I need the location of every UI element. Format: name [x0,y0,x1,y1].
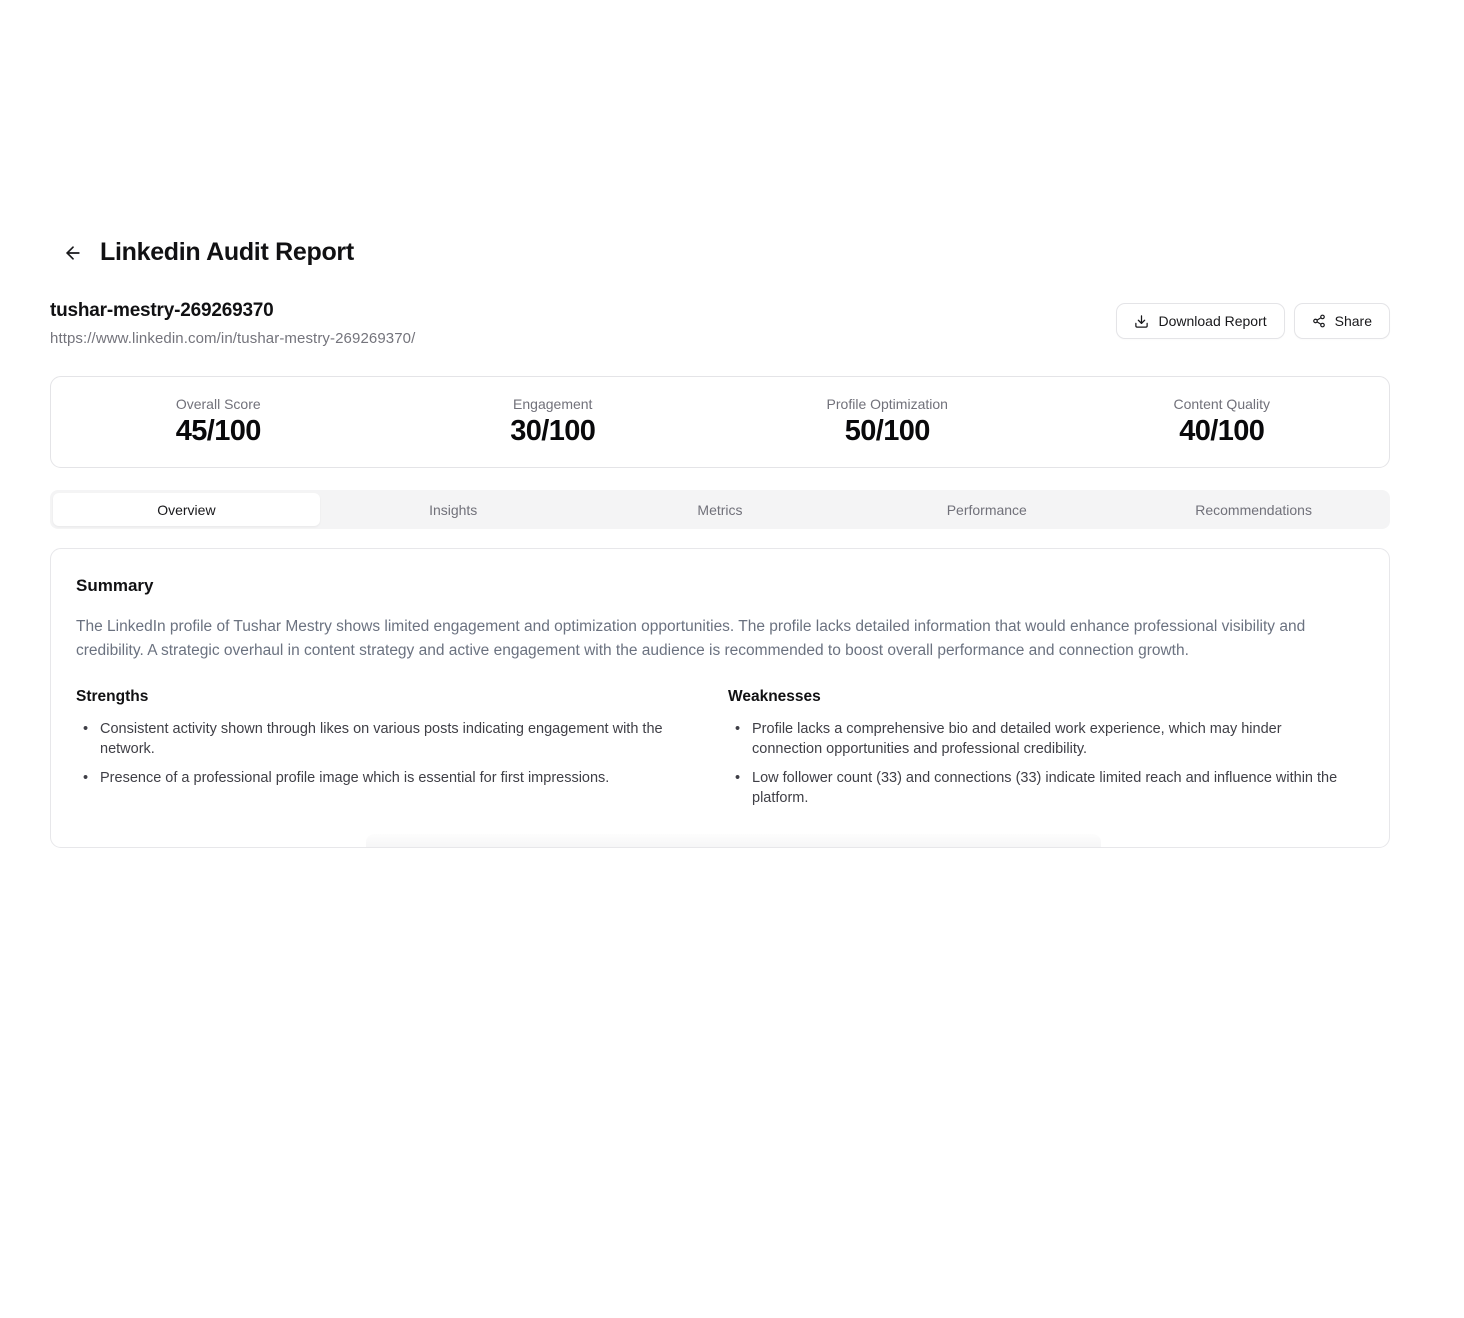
arrow-left-icon [63,243,83,263]
tab-metrics[interactable]: Metrics [587,493,854,526]
summary-heading: Summary [76,576,154,595]
back-button[interactable] [63,243,83,263]
weaknesses-list [728,719,1364,808]
score-label: Profile Optimization [826,396,948,412]
tab-recommendations[interactable]: Recommendations [1120,493,1387,526]
profile-url: https://www.linkedin.com/in/tushar-mestry-269269370/ [50,330,416,347]
overview-panel [50,548,1390,848]
list-item: • Low follower count (33) and connections (33) indicate limited reach and influence within the platform. [728,768,1348,808]
score-value: 40/100 [1179,415,1265,447]
share-label: Share [1334,313,1372,329]
report-page [50,238,1390,848]
score-overall [51,396,386,448]
download-icon [1134,314,1149,329]
score-content-quality [1055,396,1390,448]
page-header [50,238,1390,267]
tab-bar [50,490,1390,529]
score-value: 50/100 [844,415,930,447]
score-label: Content Quality [1173,396,1270,412]
strengths-list [76,719,712,788]
profile-header [50,300,1390,347]
strengths-heading: Strengths [76,688,149,705]
weaknesses-heading: Weaknesses [728,688,821,705]
clipped-content-edge [366,834,1101,847]
share-icon [1312,314,1326,328]
score-value: 30/100 [510,415,596,447]
strengths-weaknesses-grid [76,688,1364,817]
list-item: • Profile lacks a comprehensive bio and detailed work experience, which may hinder connection opportunities and professional credibility. [728,719,1348,759]
score-value: 45/100 [175,415,261,447]
tab-performance[interactable]: Performance [853,493,1120,526]
score-profile-optimization [720,396,1055,448]
score-label: Engagement [513,396,593,412]
strengths-section [76,688,712,817]
score-engagement [386,396,721,448]
tab-overview[interactable]: Overview [53,493,320,526]
list-item: • Consistent activity shown through likes on various posts indicating engagement with the network. [76,719,696,759]
score-summary-card [50,376,1390,468]
profile-info [50,300,415,347]
weaknesses-section [728,688,1364,817]
tab-insights[interactable]: Insights [320,493,587,526]
profile-name: tushar-mestry-269269370 [50,300,274,321]
share-button[interactable] [1294,303,1390,339]
score-label: Overall Score [175,396,261,412]
download-report-button[interactable] [1116,303,1284,339]
download-report-label: Download Report [1158,313,1267,329]
summary-text: The LinkedIn profile of Tushar Mestry shows limited engagement and optimization opportunities. The profile lacks detailed information that would enhance professional visibility and credibility. A strategic overhaul in content strategy and active engagement with the audience is recommended to boost overall performance and connection growth. [76,618,1306,659]
list-item: • Presence of a professional profile image which is essential for first impressions. [76,768,696,788]
page-title: Linkedin Audit Report [100,238,354,266]
header-actions [1116,303,1390,339]
